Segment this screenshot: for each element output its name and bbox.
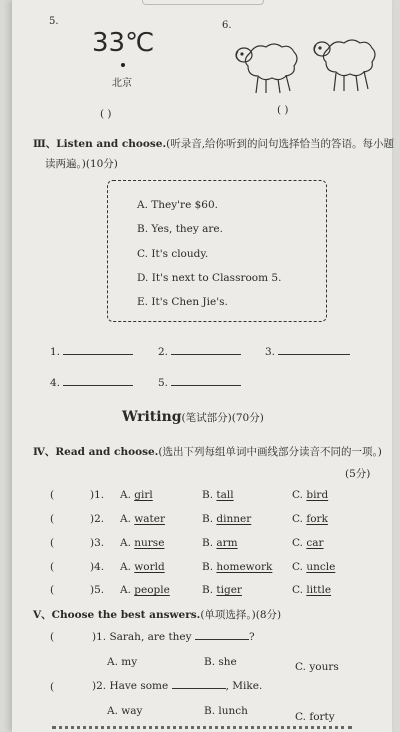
answer-blank-3: 3. xyxy=(265,346,350,358)
row-paren: ( xyxy=(50,537,55,549)
option-c: C. It's cloudy. xyxy=(137,248,209,260)
section5-instr: (单项选择。)(8分) xyxy=(200,609,282,621)
city-dot-icon xyxy=(121,63,125,67)
row-paren: ( xyxy=(50,584,55,596)
exam-sheet xyxy=(12,0,395,732)
answer-blank-1: 1. xyxy=(50,346,133,358)
section4-score: (5分) xyxy=(345,468,371,480)
option-a: A. They're $60. xyxy=(137,199,219,211)
row-paren: ( xyxy=(50,489,55,501)
option-e: E. It's Chen Jie's. xyxy=(137,296,228,308)
section3-heading xyxy=(33,136,394,151)
q5-number: 5. xyxy=(49,16,59,27)
option-b-word: B. homework xyxy=(202,561,273,573)
option-c-word: C. uncle xyxy=(292,561,336,573)
q6-answer-paren: ( ) xyxy=(277,104,289,116)
writing-sub: (笔试部分)(70分) xyxy=(181,412,264,424)
option-c-word: C. bird xyxy=(292,489,329,501)
q2-option-c: C. forty xyxy=(295,711,335,723)
option-a-word: A. girl xyxy=(120,489,153,501)
sheep-icon xyxy=(232,35,377,97)
section4-instr: (选出下列每组单词中画线部分读音不同的一项。) xyxy=(158,446,382,458)
q2-stem: )2. Have some , Mike. xyxy=(92,680,263,692)
option-c-word: C. car xyxy=(292,537,324,549)
q1-stem: )1. Sarah, are they ? xyxy=(92,631,255,643)
row-paren: ( xyxy=(50,513,55,525)
q1-option-b: B. she xyxy=(204,656,237,668)
header-tab xyxy=(142,0,264,5)
q2-option-b: B. lunch xyxy=(204,705,248,717)
option-b-word: B. arm xyxy=(202,537,238,549)
section4-heading xyxy=(33,444,382,459)
cutoff-text-line xyxy=(52,726,352,729)
answer-blank-5: 5. xyxy=(158,377,241,389)
q5-answer-paren: ( ) xyxy=(100,108,112,120)
q2-paren: ( xyxy=(50,681,55,693)
option-a-word: A. nurse xyxy=(120,537,165,549)
option-c-word: C. little xyxy=(292,584,332,596)
row-number: )1. xyxy=(90,489,105,501)
q5-temperature: 33℃ xyxy=(92,28,155,58)
option-b: B. Yes, they are. xyxy=(137,223,223,235)
section3-instr-1: (听录音,给你听到的问句选择恰当的答语。每小题 xyxy=(166,138,395,150)
option-a-word: A. people xyxy=(120,584,170,596)
option-a-word: A. world xyxy=(120,561,165,573)
option-d: D. It's next to Classroom 5. xyxy=(137,272,282,284)
row-number: )3. xyxy=(90,537,105,549)
option-b-word: B. tiger xyxy=(202,584,242,596)
section5-title: Ⅴ、Choose the best answers. xyxy=(33,609,201,621)
q6-number: 6. xyxy=(222,20,232,31)
section5-heading xyxy=(33,607,281,622)
option-a-word: A. water xyxy=(120,513,165,525)
option-b-word: B. tall xyxy=(202,489,234,501)
writing-title: Writing xyxy=(122,409,182,425)
option-c-word: C. fork xyxy=(292,513,328,525)
row-number: )5. xyxy=(90,584,105,596)
row-paren: ( xyxy=(50,561,55,573)
row-number: )2. xyxy=(90,513,105,525)
section3-title: Ⅲ、Listen and choose. xyxy=(33,138,167,150)
section3-instr-2: 读两遍。)(10分) xyxy=(45,158,118,170)
section4-title: Ⅳ、Read and choose. xyxy=(33,446,159,458)
option-b-word: B. dinner xyxy=(202,513,252,525)
row-number: )4. xyxy=(90,561,105,573)
q5-city: 北京 xyxy=(112,78,132,89)
q1-paren: ( xyxy=(50,631,55,643)
q2-option-a: A. way xyxy=(107,705,143,717)
q1-option-c: C. yours xyxy=(295,661,339,673)
answer-blank-4: 4. xyxy=(50,377,133,389)
q1-option-a: A. my xyxy=(107,656,138,668)
writing-heading xyxy=(122,406,264,425)
answer-blank-2: 2. xyxy=(158,346,241,358)
